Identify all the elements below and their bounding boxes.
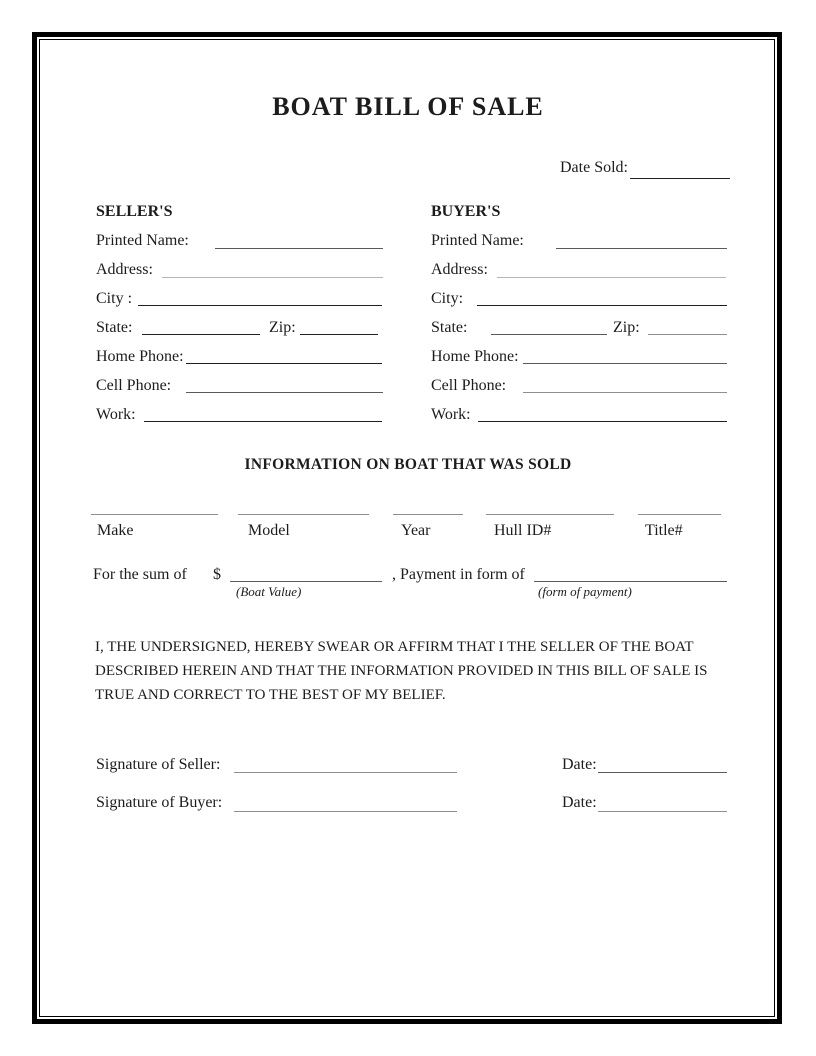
seller-zip-label: Zip: (269, 319, 296, 336)
seller-signature-field[interactable] (234, 753, 457, 773)
buyer-date-field[interactable] (598, 792, 727, 812)
signature-of-seller-label: Signature of Seller: (96, 756, 221, 773)
dollar-sign-label: $ (213, 566, 221, 583)
seller-work-phone-field[interactable] (144, 402, 382, 422)
affirmation-line-2: DESCRIBED HEREIN AND THAT THE INFORMATION PROVIDED IN THIS BILL OF SALE IS (95, 663, 708, 679)
boat-title-number-label: Title# (645, 522, 683, 539)
boat-model-field[interactable] (238, 495, 369, 515)
boat-year-field[interactable] (393, 495, 463, 515)
seller-state-field[interactable] (142, 315, 260, 335)
buyer-signature-field[interactable] (234, 792, 457, 812)
buyer-date-label: Date: (562, 794, 597, 811)
buyer-cell-phone-label: Cell Phone: (431, 377, 507, 394)
seller-cell-phone-label: Cell Phone: (96, 377, 172, 394)
document-title: BOAT BILL OF SALE (272, 92, 544, 121)
seller-state-label: State: (96, 319, 133, 336)
date-sold-label: Date Sold: (560, 159, 628, 176)
affirmation-line-1: I, THE UNDERSIGNED, HEREBY SWEAR OR AFFIRM THAT I THE SELLER OF THE BOAT (95, 639, 694, 655)
boat-value-caption: (Boat Value) (236, 584, 302, 599)
boat-hull-id-label: Hull ID# (494, 522, 552, 539)
buyer-printed-name-label: Printed Name: (431, 232, 524, 249)
boat-model-label: Model (248, 522, 290, 539)
seller-date-field[interactable] (598, 753, 727, 773)
signature-of-buyer-label: Signature of Buyer: (96, 794, 223, 811)
buyer-address-label: Address: (431, 261, 488, 278)
buyer-zip-field[interactable] (648, 315, 727, 335)
buyer-cell-phone-field[interactable] (523, 373, 727, 393)
seller-address-field[interactable] (162, 258, 383, 278)
buyer-zip-label: Zip: (613, 319, 640, 336)
seller-address-label: Address: (96, 261, 153, 278)
boat-year-label: Year (401, 522, 431, 539)
seller-printed-name-label: Printed Name: (96, 232, 189, 249)
payment-form-caption: (form of payment) (538, 584, 632, 599)
buyer-state-field[interactable] (491, 315, 607, 335)
buyer-address-field[interactable] (497, 258, 726, 278)
payment-prefix-label: , Payment in form of (392, 566, 525, 583)
seller-cell-phone-field[interactable] (186, 373, 383, 393)
seller-home-phone-field[interactable] (186, 344, 382, 364)
boat-value-field[interactable] (230, 562, 382, 582)
buyer-work-phone-field[interactable] (478, 402, 727, 422)
affirmation-line-3: TRUE AND CORRECT TO THE BEST OF MY BELIEF. (95, 687, 446, 703)
seller-section-heading: SELLER'S (96, 203, 173, 220)
buyer-section-heading: BUYER'S (431, 203, 501, 220)
seller-home-phone-label: Home Phone: (96, 348, 184, 365)
date-sold-field[interactable] (630, 159, 730, 179)
seller-zip-field[interactable] (300, 315, 378, 335)
buyer-city-field[interactable] (477, 286, 727, 306)
boat-make-field[interactable] (91, 495, 218, 515)
buyer-printed-name-field[interactable] (556, 229, 727, 249)
seller-work-phone-label: Work: (96, 406, 136, 423)
buyer-home-phone-label: Home Phone: (431, 348, 519, 365)
boat-title-number-field[interactable] (638, 495, 721, 515)
boat-hull-id-field[interactable] (486, 495, 614, 515)
seller-printed-name-field[interactable] (215, 229, 383, 249)
seller-date-label: Date: (562, 756, 597, 773)
buyer-state-label: State: (431, 319, 468, 336)
boat-info-heading: INFORMATION ON BOAT THAT WAS SOLD (244, 456, 572, 473)
sum-prefix-label: For the sum of (93, 566, 187, 583)
seller-city-field[interactable] (138, 286, 382, 306)
buyer-city-label: City: (431, 290, 464, 307)
boat-make-label: Make (97, 522, 134, 539)
seller-city-label: City : (96, 290, 133, 307)
payment-form-field[interactable] (534, 562, 727, 582)
buyer-home-phone-field[interactable] (523, 344, 727, 364)
buyer-work-phone-label: Work: (431, 406, 471, 423)
